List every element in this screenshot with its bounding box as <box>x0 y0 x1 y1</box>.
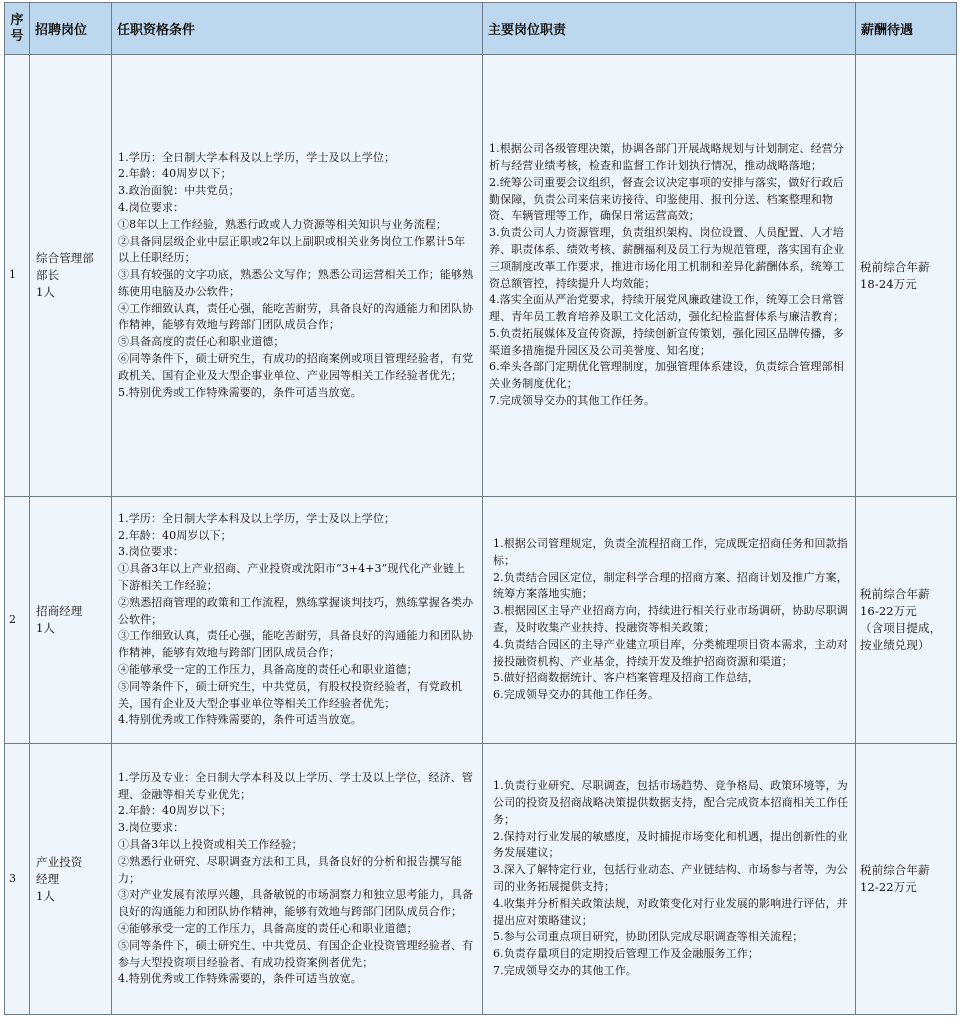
salary-line: 税前综合年薪 <box>860 259 930 274</box>
duty-item: 5.负责拓展媒体及宣传资源，持续创新宣传策划，强化园区品牌传播，多渠道多措施提升园区及公司美誉度、知名度； <box>489 326 844 357</box>
position-headcount: 1人 <box>36 888 56 903</box>
position-headcount: 1人 <box>36 285 56 299</box>
qualification-item: 3.岗位要求： <box>118 821 185 835</box>
duty-item: 5.做好招商数据统计、客户档案管理及招商工作总结， <box>493 671 759 685</box>
table-row <box>5 55 957 497</box>
position-cell <box>30 744 112 1015</box>
qualification-item: ⑥同等条件下，硕士研究生，有成功的招商案例或项目管理经验者，有党政机关、国有企业及大型企事业单位、产业园等相关工作经验者优先； <box>118 352 474 382</box>
duty-item: 1.根据公司管理规定，负责全流程招商工作，完成既定招商任务和回款指标； <box>493 537 848 567</box>
qualification-item: ④能够承受一定的工作压力，具备高度的责任心和职业道德； <box>118 921 418 935</box>
duty-item: 1.根据公司各级管理决策，协调各部门开展战略规划与计划制定、经营分析与经营业绩考核，检查和监督工作计划执行情况，推动战略落地； <box>489 142 844 172</box>
qualification-item: 2.年龄：40周岁以下； <box>118 528 232 542</box>
position-headcount: 1人 <box>36 621 56 635</box>
position-cell <box>30 497 112 744</box>
duty-item: 3.负责公司人力资源管理，负责组织架构、岗位设置、人员配置、人才培养、职责体系、绩效考核、薪酬福利及员工行为规范管理，落实国有企业三项制度改革工作要求，推进市场化用工机制和差异化薪酬体系，统筹工资总额管控，持续提升人均效能； <box>489 226 845 290</box>
qualification-item: 4.特别优秀或工作特殊需要的，条件可适当放宽。 <box>118 972 362 986</box>
salary-note: （含项目提成， <box>860 621 942 635</box>
salary-note: 按业绩兑现） <box>860 638 930 652</box>
duties-cell <box>483 497 856 744</box>
salary-cell <box>856 497 957 744</box>
row-number: 3 <box>9 871 17 885</box>
header-position: 招聘岗位 <box>30 3 112 55</box>
qualification-item: ①具备3年以上产业招商、产业投资或沈阳市“3+4+3”现代化产业链上下游相关工作经验； <box>118 562 466 592</box>
qualification-item: 1.学历：全日制大学本科及以上学历，学士及以上学位； <box>118 150 396 164</box>
qualification-item: ④能够承受一定的工作压力，具备高度的责任心和职业道德； <box>118 662 418 676</box>
position-line: 产业投资 <box>36 854 83 869</box>
salary-line: 税前综合年薪 <box>860 587 930 601</box>
qualification-item: ⑤同等条件下，硕士研究生、中共党员、有国企企业投资管理经验者、有参与大型投资项目经验者、有成功投资案例者优先； <box>118 938 474 969</box>
qualification-item: ④工作细致认真，责任心强，能吃苦耐劳，具备良好的沟通能力和团队协作精神，能够有效地与跨部门团队成员合作； <box>118 301 474 332</box>
duty-item: 5.参与公司重点项目研究，协助团队完成尽职调查等相关流程； <box>493 930 804 944</box>
qualification-item: ②具备同层级企业中层正职或2年以上副职或相关业务岗位工作累计5年以上任职经历； <box>118 234 466 265</box>
duty-item: 4.落实全面从严治党要求，持续开展党风廉政建设工作，统筹工会日常管理、青年员工教育培养及职工文化活动，强化纪检监督体系与廉洁教育； <box>489 293 845 324</box>
duty-item: 7.完成领导交办的其他工作任务。 <box>489 394 656 408</box>
salary-cell <box>856 744 957 1015</box>
table-row <box>5 497 957 744</box>
qualification-item: ③具有较强的文字功底，熟悉公文写作；熟悉公司运营相关工作；能够熟练使用电脑及办公软件； <box>118 268 474 298</box>
salary-range: 18-24万元 <box>860 276 917 291</box>
row-number-cell <box>5 497 30 744</box>
duty-item: 2.统筹公司重要会议组织，督查会议决定事项的安排与落实，做好行政后勤保障，负责公司来信来访接待、印鉴使用、报刊分送、档案整理和物资、车辆管理等工作，确保日常运营高效； <box>489 175 844 223</box>
qualification-item: ③对产业发展有浓厚兴趣，具备敏锐的市场洞察力和独立思考能力，具备良好的沟通能力和团队协作精神，能够有效地与跨部门团队成员合作； <box>118 888 474 919</box>
duty-item: 4.负责结合园区的主导产业建立项目库，分类梳理项目资本需求，主动对接投融资机构、产业基金，持续开发及维护招商资源和渠道； <box>493 637 848 668</box>
qualification-item: ⑤具备高度的责任心和职业道德； <box>118 335 285 349</box>
qualification-item: ②熟悉行业研究、尽职调查方法和工具，具备良好的分析和报告撰写能力； <box>118 854 463 885</box>
row-number: 2 <box>9 612 17 626</box>
duty-item: 6.完成领导交办的其他工作任务。 <box>493 688 660 702</box>
qualification-item: 4.岗位要求： <box>118 200 185 214</box>
position-line: 综合管理部 <box>36 251 94 265</box>
duty-item: 7.完成领导交办的其他工作。 <box>493 963 637 977</box>
table-row <box>5 744 957 1015</box>
header-qualifications: 任职资格条件 <box>112 3 483 55</box>
recruitment-table <box>4 2 957 1015</box>
position-line: 经理 <box>36 871 60 886</box>
salary-range: 16-22万元 <box>860 604 917 618</box>
qualification-item: 4.特别优秀或工作特殊需要的，条件可适当放宽。 <box>118 713 362 727</box>
qualification-item: ②熟悉招商管理的政策和工作流程，熟练掌握谈判技巧，熟练掌握各类办公软件； <box>118 595 474 626</box>
position-line: 招商经理 <box>36 604 83 618</box>
row-number-cell <box>5 55 30 497</box>
header-salary: 薪酬待遇 <box>856 3 957 55</box>
duty-item: 3.深入了解特定行业，包括行业动态、产业链结构、市场参与者等，为公司的业务拓展提供支持； <box>493 863 848 893</box>
duty-item: 2.负责结合园区定位，制定科学合理的招商方案、招商计划及推广方案，统筹方案落地实施； <box>493 570 848 601</box>
qualifications-cell <box>112 55 483 497</box>
qualification-item: 1.学历及专业：全日制大学本科及以上学历、学士及以上学位，经济、管理、金融等相关专业优先； <box>118 770 473 801</box>
qualification-item: 2.年龄：40周岁以下； <box>118 804 232 818</box>
qualification-item: 3.岗位要求： <box>118 545 185 559</box>
qualification-item: ③工作细致认真，责任心强，能吃苦耐劳，具备良好的沟通能力和团队协作精神，能够有效地与跨部门团队成员合作； <box>118 629 474 660</box>
duty-item: 6.负责存量项目的定期投后管理工作及金融服务工作； <box>493 947 759 961</box>
qualification-item: ①具备3年以上投资或相关工作经验； <box>118 838 303 851</box>
qualification-item: 2.年龄：40周岁以下； <box>118 167 232 181</box>
duty-item: 2.保持对行业发展的敏感度，及时捕捉市场变化和机遇，提出创新性的业务发展建议； <box>493 829 848 860</box>
duties-cell <box>483 744 856 1015</box>
qualification-item: 5.特别优秀或工作特殊需要的，条件可适当放宽。 <box>118 385 362 399</box>
salary-line: 税前综合年薪 <box>860 863 930 877</box>
row-number: 1 <box>9 268 17 282</box>
header-row <box>5 3 957 55</box>
duty-item: 4.收集并分析相关政策法规，对政策变化对行业发展的影响进行评估，并提出应对策略建议； <box>493 896 848 927</box>
duty-item: 6.牵头各部门定期优化管理制度，加强管理体系建设，负责综合管理部相关业务制度优化； <box>489 360 844 391</box>
qualification-item: ⑤同等条件下，硕士研究生，中共党员，有股权投资经验者，有党政机关，国有企业及大型企事业单位等相关工作经验者优先； <box>118 679 463 710</box>
qualification-item: ①8年以上工作经验，熟悉行政或人力资源等相关知识与业务流程； <box>118 217 447 231</box>
header-no: 序号 <box>5 3 30 55</box>
position-line: 部长 <box>36 268 60 282</box>
salary-range: 12-22万元 <box>860 880 917 894</box>
qualification-item: 3.政治面貌：中共党员； <box>118 184 240 198</box>
header-duties: 主要岗位职责 <box>483 3 856 55</box>
row-number-cell <box>5 744 30 1015</box>
duties-cell <box>483 55 856 497</box>
salary-cell <box>856 55 957 497</box>
qualifications-cell <box>112 744 483 1015</box>
position-cell <box>30 55 112 497</box>
duty-item: 1.负责行业研究、尽职调查，包括市场趋势、竞争格局、政策环境等，为公司的投资及招商战略决策提供数据支持，配合完成资本招商相关工作任务； <box>493 779 849 826</box>
qualifications-cell <box>112 497 483 744</box>
duty-item: 3.根据园区主导产业招商方向，持续进行相关行业市场调研，协助尽职调查，及时收集产业扶持、投融资等相关政策； <box>493 604 848 634</box>
qualification-item: 1.学历：全日制大学本科及以上学历，学士及以上学位； <box>118 511 396 525</box>
